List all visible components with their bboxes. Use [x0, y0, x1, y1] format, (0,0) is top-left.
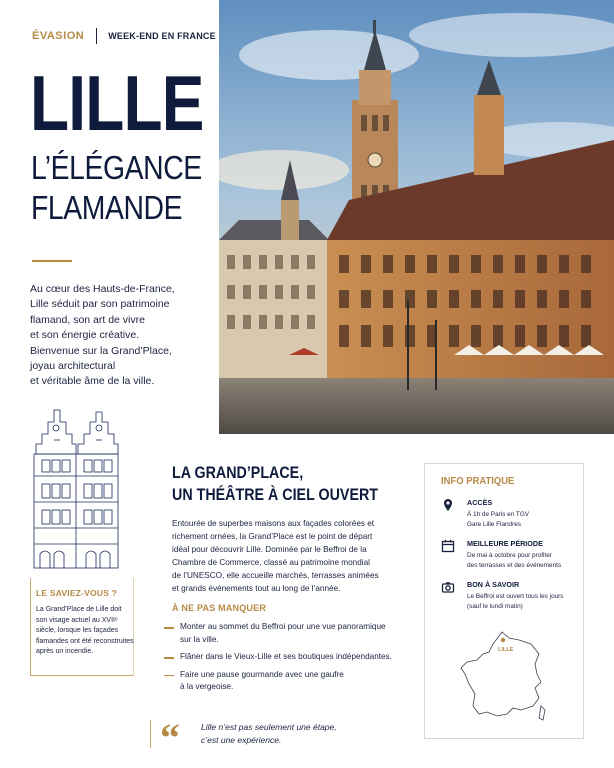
info-line: Le Beffroi est ouvert tous les jours	[467, 593, 564, 600]
article-line: richement ornées, la Grand’Place est le point de départ	[172, 532, 373, 541]
quote-mark-icon: “	[160, 715, 180, 760]
intro-line: et véritable âme de la ville.	[30, 375, 155, 388]
rubric: ÉVASION	[32, 30, 85, 42]
list-item	[164, 651, 404, 664]
quote-line: c’est une expérience.	[201, 735, 282, 745]
list-item-text	[180, 621, 386, 646]
info-line: (sauf le lundi matin)	[467, 602, 523, 610]
did-you-know-box	[30, 578, 134, 676]
info-item-best-period	[441, 539, 581, 570]
france-map-icon	[457, 628, 547, 724]
intro-line: Lille séduit par son patrimoine	[30, 298, 170, 311]
camera-icon	[441, 580, 455, 594]
practical-info-title: INFO PRATIQUE	[441, 475, 515, 487]
info-item-detail	[467, 551, 561, 570]
info-item-head: ACCÈS	[467, 498, 493, 507]
info-item-content	[467, 539, 561, 570]
article-title	[172, 462, 378, 506]
hero-photo-grand-place	[219, 0, 614, 434]
intro-paragraph	[30, 282, 210, 390]
quote-line: Lille n’est pas seulement une étape,	[201, 722, 337, 732]
list-item-line: Monter au sommet du Beffroi pour une vue panoramique	[180, 622, 386, 631]
did-you-know-text: La Grand’Place de Lille doit son visage actuel au XVIIᵉ siècle, lorsque les façades flamandes ont été reconstruites après un incendie.	[36, 606, 134, 656]
info-item-good-to-know	[441, 580, 581, 611]
flemish-houses-drawing	[30, 404, 122, 570]
list-item-text	[180, 669, 344, 694]
info-item-detail	[467, 592, 564, 611]
info-item-head: MEILLEURE PÉRIODE	[467, 539, 543, 548]
location-pin-icon	[441, 498, 455, 512]
must-see-list	[164, 621, 404, 699]
info-item-access	[441, 498, 581, 529]
intro-line: flamand, son art de vivre	[30, 313, 145, 326]
list-item-line: Faire une pause gourmande avec une gaufre	[180, 669, 344, 679]
did-you-know-title: LE SAVIEZ-VOUS ?	[36, 588, 117, 598]
practical-info-box	[424, 463, 584, 739]
info-item-detail	[467, 510, 529, 529]
building-illustration	[30, 404, 122, 570]
bullet-dash	[164, 657, 174, 659]
info-line: De mai à octobre pour profiter	[467, 552, 552, 559]
subrubric: WEEK-END EN FRANCE	[108, 31, 216, 41]
list-item-text	[180, 651, 392, 664]
header	[32, 28, 216, 44]
article-body	[172, 517, 392, 595]
list-item-line: sur la ville.	[180, 634, 219, 644]
list-item	[164, 669, 404, 694]
info-item-content	[467, 580, 564, 611]
quote-rule	[150, 720, 151, 748]
must-see-heading: À NE PAS MANQUER	[172, 603, 267, 613]
subtitle-line: L’ÉLÉGANCE	[31, 149, 202, 186]
article-title-line: UN THÉÂTRE À CIEL OUVERT	[172, 485, 379, 504]
pull-quote	[201, 721, 337, 747]
page-title: LILLE	[30, 59, 204, 147]
title-rule	[32, 260, 72, 262]
article-line: Chambre de Commerce, classé au patrimoine mondial	[172, 558, 370, 567]
subtitle-line: FLAMANDE	[31, 189, 183, 226]
list-item-line: Flâner dans le Vieux-Lille et ses boutiques indépendantes.	[180, 652, 392, 662]
info-item-content	[467, 498, 529, 529]
intro-line: Bienvenue sur la Grand’Place,	[30, 344, 172, 357]
intro-line: Au cœur des Hauts-de-France,	[30, 283, 175, 295]
intro-line: joyau architectural	[30, 360, 116, 373]
page-subtitle	[31, 148, 202, 228]
article-title-line: LA GRAND’PLACE,	[172, 463, 304, 482]
bullet-dash	[164, 675, 174, 677]
intro-line: et son énergie créative.	[30, 329, 140, 342]
header-divider	[96, 28, 97, 44]
list-item-line: à la vergeoise.	[180, 682, 234, 692]
info-item-head: BON À SAVOIR	[467, 580, 520, 589]
calendar-icon	[441, 539, 455, 553]
info-line: des terrasses et des événements	[467, 561, 562, 569]
article-line: de l’UNESCO, elle accueille marchés, terrasses animées	[172, 571, 379, 580]
article-line: Entourée de superbes maisons aux façades colorées et	[172, 519, 375, 528]
lille-marker	[501, 638, 505, 642]
bullet-dash	[164, 627, 174, 629]
info-line: Gare Lille Flandres	[467, 520, 521, 528]
info-line: À 1h de Paris en TGV	[467, 511, 530, 518]
hero-illustration	[219, 0, 614, 434]
map-label-lille: LILLE	[498, 647, 514, 653]
article-line: idéal pour découvrir Lille. Dominée par le Beffroi de la	[172, 545, 367, 554]
article-line: et grands événements tout au long de l’année.	[172, 584, 341, 593]
list-item	[164, 621, 404, 646]
